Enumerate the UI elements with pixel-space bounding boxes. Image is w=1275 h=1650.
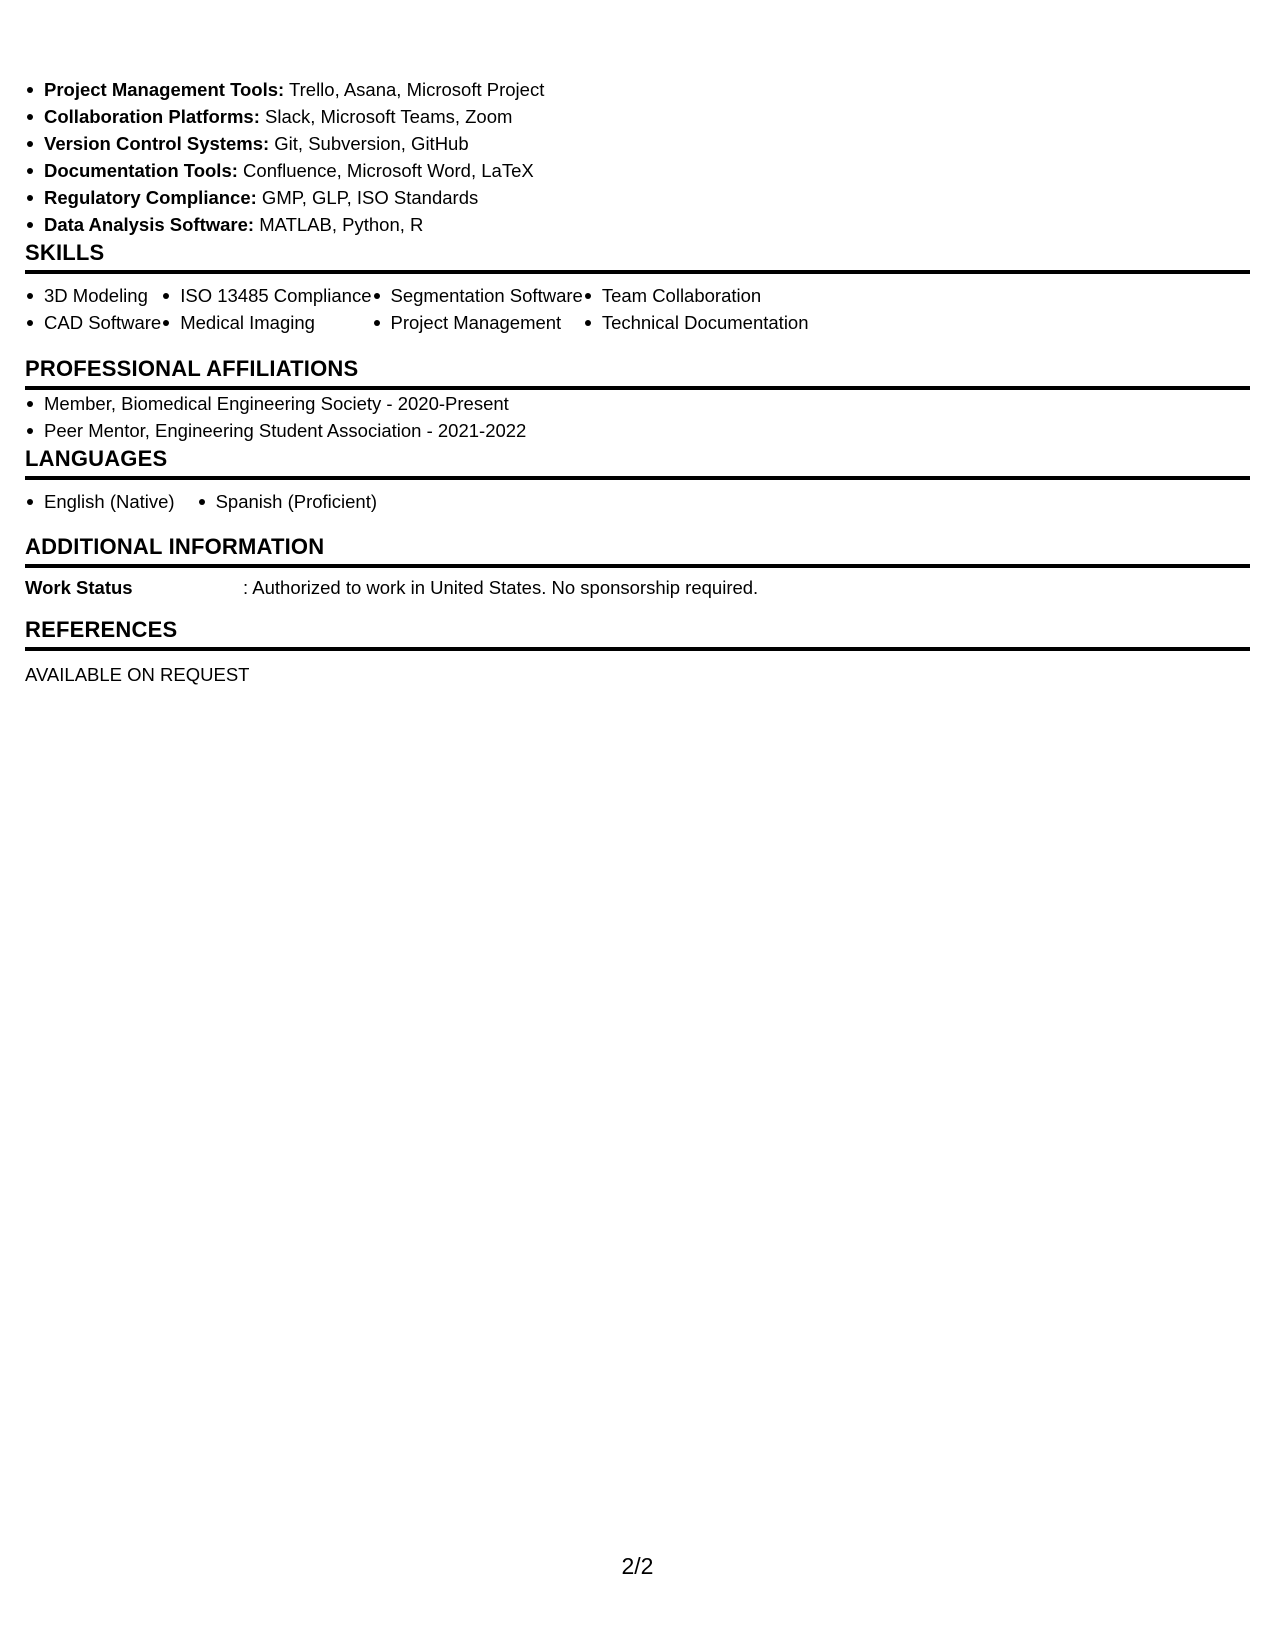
- tool-category-label: Project Management Tools:: [44, 79, 285, 100]
- tool-category-value: MATLAB, Python, R: [254, 214, 424, 235]
- skills-column: [372, 282, 583, 336]
- tool-category-label: Collaboration Platforms:: [44, 106, 260, 127]
- language-list: [197, 488, 377, 515]
- work-status-value: : Authorized to work in United States. No sponsorship required.: [243, 577, 759, 598]
- skill-item: CAD Software: [25, 309, 161, 336]
- skill-item: Technical Documentation: [583, 309, 809, 336]
- skills-heading: SKILLS: [25, 238, 1250, 274]
- tools-list: [25, 76, 1250, 238]
- tool-category-value: Slack, Microsoft Teams, Zoom: [259, 106, 513, 127]
- tool-category-label: Regulatory Compliance:: [44, 187, 257, 208]
- list-item: [25, 157, 1250, 184]
- work-status-label: Work Status: [25, 577, 133, 598]
- skills-grid: [25, 282, 1250, 336]
- skill-item: Team Collaboration: [583, 282, 809, 309]
- tool-category-label: Data Analysis Software:: [44, 214, 255, 235]
- skills-column: [161, 282, 371, 336]
- additional-info-heading: ADDITIONAL INFORMATION: [25, 532, 1250, 568]
- work-status-row: [25, 574, 1250, 601]
- language-list: [25, 488, 175, 515]
- list-item: [25, 211, 1250, 238]
- skill-item: Project Management: [372, 309, 583, 336]
- resume-page: [25, 76, 1250, 688]
- list-item: [25, 76, 1250, 103]
- references-text: AVAILABLE ON REQUEST: [25, 664, 250, 685]
- tool-category-label: Documentation Tools:: [44, 160, 238, 181]
- list-item: [25, 130, 1250, 157]
- tool-category-label: Version Control Systems:: [44, 133, 270, 154]
- skill-item: Segmentation Software: [372, 282, 583, 309]
- references-heading: REFERENCES: [25, 615, 1250, 651]
- page-number: 2/2: [621, 1553, 654, 1579]
- language-item: English (Native): [25, 488, 175, 515]
- affiliation-item: Peer Mentor, Engineering Student Association - 2021-2022: [25, 417, 1250, 444]
- list-item: [25, 184, 1250, 211]
- languages-heading: LANGUAGES: [25, 444, 1250, 480]
- languages-row: [25, 488, 1250, 515]
- affiliations-list: [25, 390, 1250, 444]
- tool-category-value: GMP, GLP, ISO Standards: [256, 187, 479, 208]
- language-item: Spanish (Proficient): [197, 488, 377, 515]
- affiliation-item: Member, Biomedical Engineering Society - 2020-Present: [25, 390, 1250, 417]
- tool-category-value: Confluence, Microsoft Word, LaTeX: [237, 160, 534, 181]
- tool-category-value: Git, Subversion, GitHub: [269, 133, 469, 154]
- skills-column: [583, 282, 809, 336]
- skill-item: ISO 13485 Compliance: [161, 282, 371, 309]
- affiliations-heading: PROFESSIONAL AFFILIATIONS: [25, 354, 1250, 390]
- skills-column: [25, 282, 161, 336]
- skill-item: Medical Imaging: [161, 309, 371, 336]
- skill-item: 3D Modeling: [25, 282, 161, 309]
- tool-category-value: Trello, Asana, Microsoft Project: [284, 79, 545, 100]
- list-item: [25, 103, 1250, 130]
